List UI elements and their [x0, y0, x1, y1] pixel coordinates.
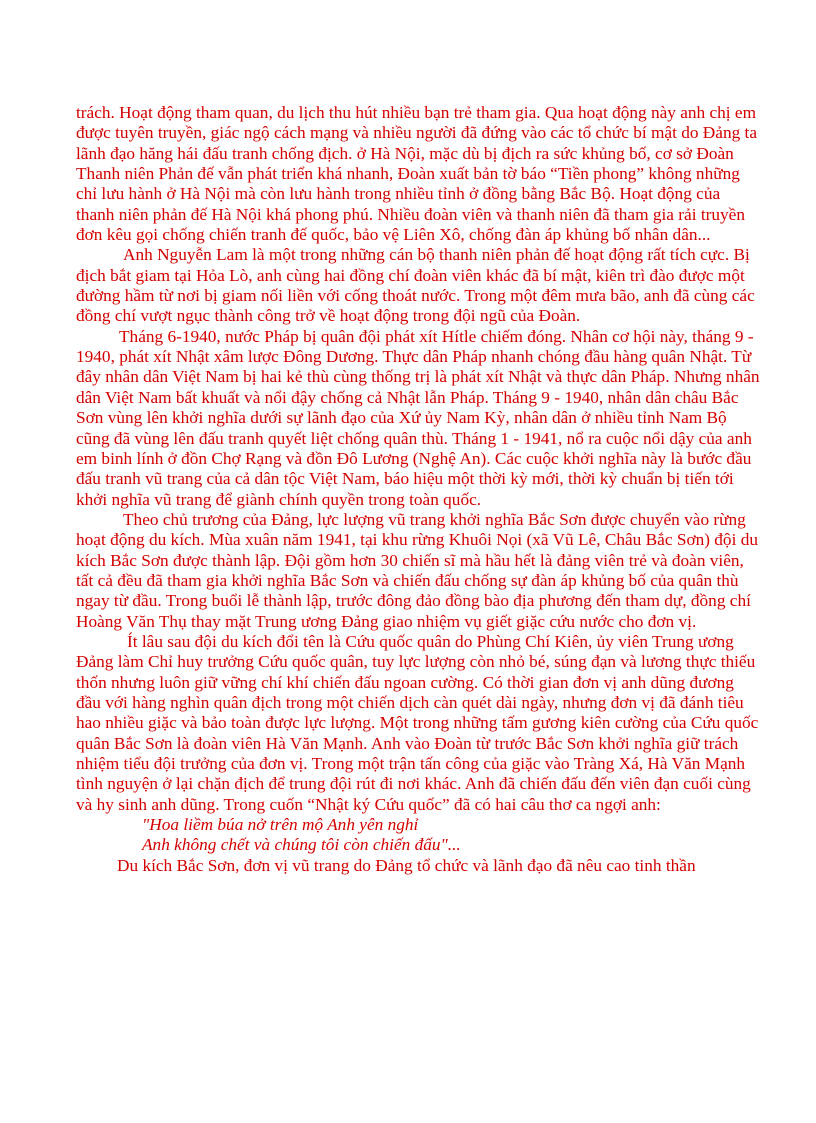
verse-line-1: "Hoa liềm búa nở trên mộ Anh yên nghỉ — [142, 815, 419, 835]
verse-line-2: Anh không chết và chúng tôi còn chiến đấu"... — [142, 835, 461, 855]
paragraph-4: Theo chủ trương của Đảng, lực lượng vũ trang khởi nghĩa Bắc Sơn được chuyển vào rừng hoạt động du kích. Mùa xuân năm 1941, tại khu rừng Khuôi Nọi (xã Vũ Lê, Châu Bắc Sơn) đội du kích Bắc Sơn được thành lập. Đội gồm hơn 30 chiến sĩ mà hầu hết là đảng viên trẻ và đoàn viên, tất cả đều đã tham gia khởi nghĩa Bắc Sơn và chiến đấu chống sự đàn áp khủng bố của quân thù ngay từ đầu. Trong buổi lễ thành lập, trước đông đảo đồng bào địa phương đến tham dự, đồng chí Hoàng Văn Thụ thay mặt Trung ương Đảng giao nhiệm vụ giết giặc cứu nước cho đơn vị. — [76, 509, 758, 631]
closing-line: Du kích Bắc Sơn, đơn vị vũ trang do Đảng tổ chức và lãnh đạo đã nêu cao tinh thần — [117, 855, 696, 875]
paragraph-3: Tháng 6-1940, nước Pháp bị quân đội phát xít Hítle chiếm đóng. Nhân cơ hội này, tháng 9 - 1940, phát xít Nhật xâm lược Đông Dương. Thực dân Pháp nhanh chóng đầu hàng quân Nhật. Từ đây nhân dân Việt Nam bị hai kẻ thù cùng thống trị là phát xít Nhật và thực dân Pháp. Nhưng nhân dân Việt Nam bất khuất và nổi đậy chống cả Nhật lẫn Pháp. Tháng 9 - 1940, nhân dân châu Bắc Sơn vùng lên khởi nghĩa dưới sự lãnh đạo của Xứ ủy Nam Kỳ, nhân dân ở nhiều tỉnh Nam Bộ cũng đã vùng lên đấu tranh quyết liệt chống quân thù. Tháng 1 - 1941, nổ ra cuộc nổi dậy của anh em binh lính ở đồn Chợ Rạng và đồn Đô Lương (Nghệ An). Các cuộc khởi nghĩa này là bước đầu đấu tranh vũ trang của cả dân tộc Việt Nam, báo hiệu một thời kỳ mới, thời kỳ chuẩn bị tiến tới khởi nghĩa vũ trang để giành chính quyền trong toàn quốc. — [76, 326, 760, 509]
paragraph-5: Ít lâu sau đội du kích đổi tên là Cứu quốc quân do Phùng Chí Kiên, ủy viên Trung ương Đảng làm Chỉ huy trưởng Cứu quốc quân, tuy lực lượng còn nhỏ bé, súng đạn và lương thực thiếu thốn nhưng luôn giữ vững chí khí chiến đấu ngoan cường. Có thời gian đơn vị anh dũng đương đầu với hàng nghìn quân địch trong một chiến dịch càn quét dài ngày, nhưng đơn vị đã đánh tiêu hao nhiều giặc và bảo toàn được lực lượng. Một trong những tấm gương kiên cường của Cứu quốc quân Bắc Sơn là đoàn viên Hà Văn Mạnh. Anh vào Đoàn từ trước Bắc Sơn khởi nghĩa giữ trách nhiệm tiểu đội trưởng của đơn vị. Trong một trận tấn công của giặc vào Tràng Xá, Hà Văn Mạnh tình nguyện ở lại chặn địch để trung đội rút đi nơi khác. Anh đã chiến đấu đến viên đạn cuối cùng và hy sinh anh dũng. Trong cuốn “Nhật ký Cứu quốc” đã có hai câu thơ ca ngợi anh: — [76, 631, 759, 814]
document-body — [76, 103, 760, 876]
paragraph-1: trách. Hoạt động tham quan, du lịch thu hút nhiều bạn trẻ tham gia. Qua hoạt động này anh chị em được tuyên truyền, giác ngộ cách mạng và nhiều người đã đứng vào các tổ chức bí mật do Đảng ta lãnh đạo hăng hái đấu tranh chống địch. ở Hà Nội, mặc dù bị địch ra sức khủng bố, cơ sở Đoàn Thanh niên Phản đế vẫn phát triển khá nhanh, Đoàn xuất bản tờ báo “Tiền phong” không những chỉ lưu hành ở Hà Nội mà còn lưu hành trong nhiều tỉnh ở đồng bằng Bắc Bộ. Hoạt động của thanh niên phản đế Hà Nội khá phong phú. Nhiều đoàn viên và thanh niên đã tham gia rải truyền đơn kêu gọi chống chiến tranh đế quốc, bảo vệ Liên Xô, chống đàn áp khủng bố nhân dân... — [76, 103, 758, 245]
paragraph-2: Anh Nguyễn Lam là một trong những cán bộ thanh niên phản đế hoạt động rất tích cực. Bị địch bắt giam tại Hỏa Lò, anh cùng hai đồng chí đoàn viên khác đã bí mật, kiên trì đào được một đường hầm từ nơi bị giam nối liền với cống thoát nước. Trong một đêm mưa bão, anh đã cùng các đồng chí vượt ngục thành công trở về hoạt động trong đội ngũ của Đoàn. — [76, 245, 755, 326]
